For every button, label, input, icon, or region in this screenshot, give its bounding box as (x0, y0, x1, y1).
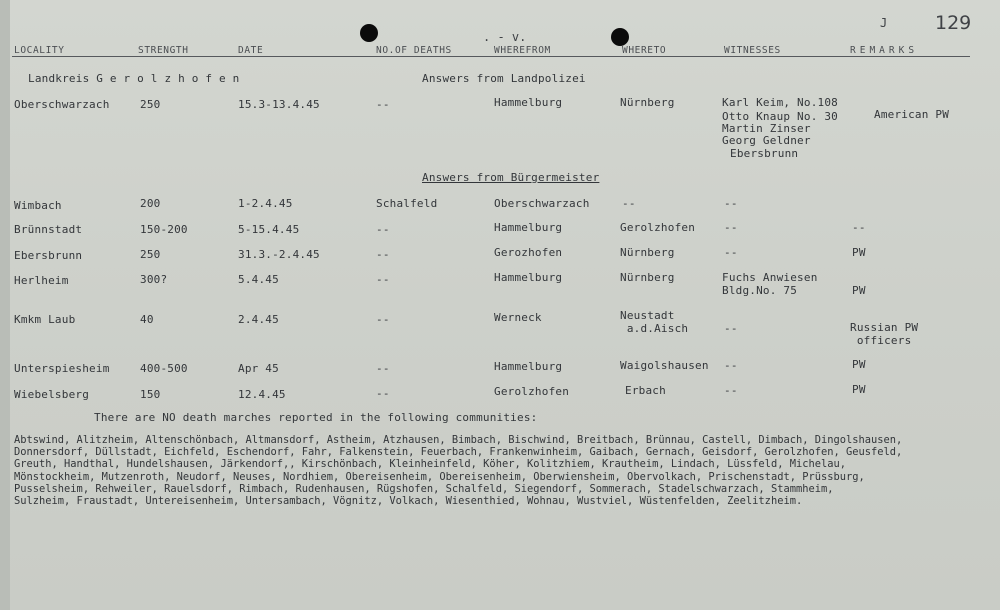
punch-hole-left (360, 24, 378, 42)
column-header-strength: STRENGTH (138, 45, 189, 56)
page-number: 129 (935, 12, 972, 34)
row-locality: Wimbach (14, 199, 62, 212)
row-locality: Ebersbrunn (14, 249, 83, 262)
row1-deaths: -- (376, 98, 390, 111)
row-whereto: Erbach (625, 384, 666, 397)
row1-wherefrom: Hammelburg (494, 96, 563, 109)
row-wherefrom: Werneck (494, 311, 542, 324)
communities-line: Pusselsheim, Rehweiler, Rauelsdorf, Rimbach, Rudenhausen, Rügshofen, Schalfeld, Siegendorf, Sommerach, Stadelschwarzach, Stammheim, (14, 482, 834, 495)
row-whereto: Waigolshausen (620, 359, 709, 372)
row-deaths: -- (376, 223, 390, 236)
row-date: 12.4.45 (238, 388, 286, 401)
row-locality: Unterspiesheim (14, 362, 110, 375)
section-heading-landpolizei: Answers from Landpolizei (422, 72, 586, 85)
row-witnesses: -- (724, 197, 738, 210)
row-strength: 150-200 (140, 223, 188, 236)
row-strength: 40 (140, 313, 154, 326)
row-whereto: Nürnberg (620, 271, 675, 284)
communities-line: Greuth, Handthal, Hundelshausen, Järkendorf,, Kirschönbach, Kleinheinfeld, Köher, Kolitzhiem, Krautheim, Lindach, Lüssfeld, Michelau, (14, 458, 847, 471)
communities-list (14, 434, 974, 507)
section-heading-buergermeister: Answers from Bürgermeister (422, 171, 600, 184)
row-whereto: Nürnberg (620, 246, 675, 259)
row-deaths: -- (376, 387, 390, 400)
row-date: 5.4.45 (238, 273, 279, 286)
row-strength: 200 (140, 197, 161, 210)
row-whereto: Gerolzhofen (620, 221, 696, 234)
row-deaths: -- (376, 273, 390, 286)
row-remarks: PW (852, 358, 866, 371)
row-whereto: Neustadt a.d.Aisch (620, 309, 689, 335)
top-mark: . - v. (483, 30, 527, 44)
column-header-witnesses: WITNESSES (724, 45, 781, 56)
corner-mark: J (880, 16, 888, 30)
row-witnesses: -- (724, 246, 738, 259)
row-date: 2.4.45 (238, 313, 279, 326)
row-witnesses: -- (724, 384, 738, 397)
row1-locality: Oberschwarzach (14, 98, 110, 111)
row-remarks: PW (852, 284, 866, 297)
row-wherefrom: Gerozhofen (494, 246, 563, 259)
row-wherefrom: Hammelburg (494, 360, 563, 373)
row1-witness-1: Karl Keim, No.108 (722, 96, 838, 109)
row-date: 1-2.4.45 (238, 197, 293, 210)
row-deaths: -- (376, 313, 390, 326)
row-strength: 300? (140, 273, 168, 286)
row1-strength: 250 (140, 98, 161, 111)
row-wherefrom: Hammelburg (494, 221, 563, 234)
row-locality: Brünnstadt (14, 223, 83, 236)
column-header-deaths: NO.OF DEATHS (376, 45, 452, 56)
row-remarks: PW (852, 246, 866, 259)
row1-whereto: Nürnberg (620, 96, 675, 109)
row1-witness-5: Ebersbrunn (730, 147, 799, 160)
row-strength: 400-500 (140, 362, 188, 375)
row-witnesses: -- (724, 359, 738, 372)
row1-witness-2: Otto Knaup No. 30 (722, 110, 838, 123)
header-rule (12, 56, 970, 57)
row1-date: 15.3-13.4.45 (238, 98, 320, 111)
row-date: Apr 45 (238, 362, 279, 375)
no-marches-note: There are NO death marches reported in the following communities: (94, 411, 538, 424)
row-remarks: PW (852, 383, 866, 396)
paper-edge-shadow (0, 0, 10, 610)
punch-hole-right (611, 28, 629, 46)
communities-line: Mönstockheim, Mutzenroth, Neudorf, Neuses, Nordhiem, Obereisenheim, Obereisenheim, Oberwiensheim, Obervolkach, Prischenstadt, Prüssburg, (14, 470, 865, 483)
row-witnesses: -- (724, 221, 738, 234)
row-whereto: -- (622, 197, 636, 210)
column-header-whereto: WHERETO (622, 45, 667, 56)
district-heading: Landkreis G e r o l z h o f e n (28, 72, 240, 85)
row-deaths: -- (376, 362, 390, 375)
row-strength: 250 (140, 248, 161, 261)
row-deaths: -- (376, 248, 390, 261)
row-wherefrom: Hammelburg (494, 271, 563, 284)
row-locality: Kmkm Laub (14, 313, 76, 326)
row-locality: Wiebelsberg (14, 388, 90, 401)
row1-witness-4: Georg Geldner (722, 134, 811, 147)
row-remarks: Russian PW officers (850, 321, 919, 347)
row-deaths: Schalfeld (376, 197, 438, 210)
row-witnesses: -- (724, 322, 738, 335)
row1-witness-3: Martin Zinser (722, 122, 811, 135)
column-header-locality: LOCALITY (14, 45, 65, 56)
column-header-date: DATE (238, 45, 264, 56)
row-witnesses: Fuchs Anwiesen Bldg.No. 75 (722, 271, 818, 297)
row-date: 5-15.4.45 (238, 223, 300, 236)
row-locality: Herlheim (14, 274, 69, 287)
row-wherefrom: Gerolzhofen (494, 385, 570, 398)
communities-line: Abtswind, Alitzheim, Altenschönbach, Altmansdorf, Astheim, Atzhausen, Bimbach, Bischwind, Breitbach, Brünnau, Castell, Dimbach, Dingolshausen, (14, 434, 903, 446)
row-remarks: -- (852, 221, 866, 234)
row-date: 31.3.-2.4.45 (238, 248, 320, 261)
row1-remarks: American PW (874, 108, 950, 121)
column-header-wherefrom: WHEREFROM (494, 45, 551, 56)
row-wherefrom: Oberschwarzach (494, 197, 590, 210)
column-header-remarks: REMARKS (850, 45, 919, 56)
row-strength: 150 (140, 388, 161, 401)
communities-line: Donnersdorf, Düllstadt, Eichfeld, Eschendorf, Fahr, Falkenstein, Feuerbach, Frankenwinheim, Gaibach, Gernach, Geisdorf, Gerolzhofen, Geusfeld, (14, 446, 903, 459)
communities-line: Sulzheim, Fraustadt, Untereisenheim, Untersambach, Vögnitz, Volkach, Wiesenthied, Wohnau, Wustviel, Wüstenfelden, Zeelitzheim. (14, 495, 803, 508)
